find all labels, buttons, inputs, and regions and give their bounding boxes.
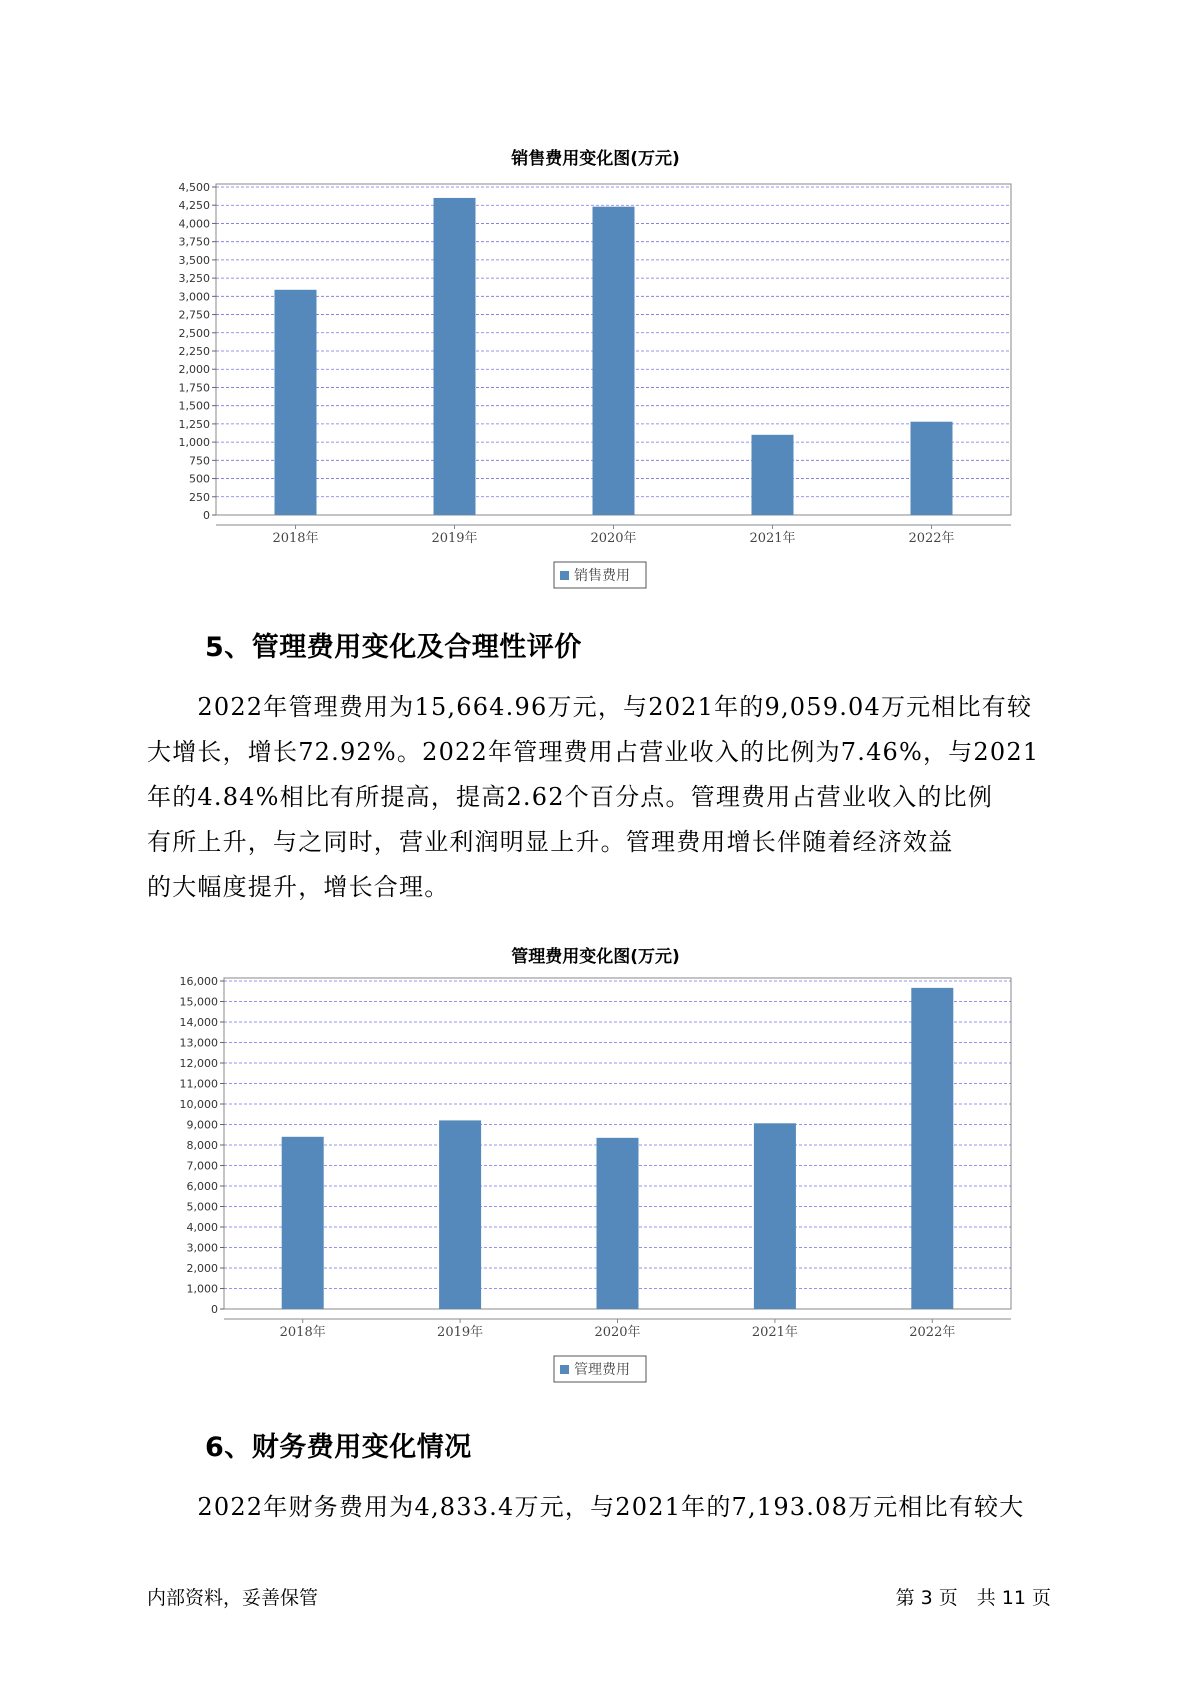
y-tick-label: 3,750 (178, 235, 210, 249)
chart-title-management: 管理费用变化图(万元) (511, 947, 680, 967)
y-tick-label: 3,250 (178, 272, 210, 286)
y-tick-label: 2,250 (178, 345, 210, 358)
y-tick-label: 250 (189, 490, 210, 504)
y-tick-label: 4,000 (178, 217, 210, 231)
section5-line: 年的4.84%相比有所提高，提高2.62个百分点。管理费用占营业收入的比例 (147, 783, 994, 811)
y-tick-label: 2,500 (178, 326, 210, 340)
section6-line: 2022年财务费用为4,833.4万元，与2021年的7,193.08万元相比有较大 (147, 1493, 1025, 1521)
sales-expense-chart (0, 170, 1191, 600)
y-tick-label: 12,000 (179, 1057, 218, 1070)
y-tick-label: 2,000 (186, 1262, 218, 1275)
x-tick-label: 2018年 (279, 1325, 326, 1340)
bar (752, 435, 794, 515)
y-tick-label: 13,000 (179, 1036, 218, 1050)
y-tick-label: 4,000 (186, 1221, 218, 1234)
y-tick-label: 1,000 (186, 1282, 218, 1296)
management-expense-chart (0, 968, 1191, 1398)
bar (282, 1137, 324, 1309)
y-tick-label: 2,750 (178, 308, 210, 322)
y-tick-label: 1,750 (178, 381, 210, 395)
y-tick-label: 750 (189, 454, 210, 468)
y-tick-label: 3,000 (178, 290, 210, 304)
y-tick-label: 9,000 (186, 1118, 218, 1132)
bar (754, 1123, 796, 1309)
legend-label: 管理费用 (574, 1362, 630, 1378)
y-tick-label: 2,000 (178, 363, 210, 377)
y-tick-label: 3,500 (178, 253, 210, 267)
y-tick-label: 10,000 (179, 1098, 218, 1111)
section5-line: 大增长，增长72.92%。2022年管理费用占营业收入的比例为7.46%，与2021 (147, 738, 1040, 766)
legend-swatch (560, 571, 569, 580)
bar (593, 207, 635, 515)
y-tick-label: 1,250 (178, 417, 210, 431)
bar (434, 198, 476, 515)
y-tick-label: 0 (203, 509, 210, 522)
x-tick-label: 2018年 (272, 531, 319, 546)
section5-line: 有所上升，与之同时，营业利润明显上升。管理费用增长伴随着经济效益 (147, 828, 954, 856)
section5-line: 2022年管理费用为15,664.96万元，与2021年的9,059.04万元相比有较 (147, 693, 1033, 721)
legend-label: 销售费用 (574, 568, 630, 584)
section5-line: 的大幅度提升，增长合理。 (147, 873, 450, 901)
y-tick-label: 14,000 (179, 1016, 218, 1029)
y-tick-label: 1,000 (178, 436, 210, 450)
y-tick-label: 7,000 (186, 1159, 218, 1173)
x-tick-label: 2021年 (751, 1325, 798, 1340)
bar (911, 422, 953, 515)
y-tick-label: 0 (211, 1303, 218, 1316)
y-tick-label: 4,500 (178, 181, 210, 194)
x-tick-label: 2021年 (749, 531, 796, 546)
bar (911, 988, 953, 1309)
y-tick-label: 15,000 (179, 995, 218, 1009)
y-tick-label: 8,000 (186, 1139, 218, 1152)
y-tick-label: 11,000 (179, 1077, 218, 1091)
y-tick-label: 4,250 (178, 199, 210, 213)
y-tick-label: 16,000 (179, 975, 218, 988)
x-tick-label: 2019年 (437, 1325, 484, 1340)
section5-paragraph (147, 685, 1052, 910)
section5-heading: 5、管理费用变化及合理性评价 (205, 632, 582, 663)
x-tick-label: 2020年 (594, 1325, 641, 1340)
footer-page-number: 第 3 页 共 11 页 (895, 1587, 1051, 1609)
y-tick-label: 1,500 (178, 399, 210, 413)
y-tick-label: 5,000 (186, 1200, 218, 1214)
bar (275, 290, 317, 515)
x-tick-label: 2022年 (909, 1325, 956, 1340)
footer-confidential: 内部资料，妥善保管 (147, 1587, 319, 1609)
x-tick-label: 2019年 (431, 531, 478, 546)
bar (439, 1120, 481, 1309)
bar (597, 1138, 639, 1309)
legend-swatch (560, 1365, 569, 1374)
y-tick-label: 3,000 (186, 1241, 218, 1255)
section6-paragraph (147, 1485, 1052, 1530)
y-tick-label: 500 (189, 472, 210, 486)
chart-title-sales: 销售费用变化图(万元) (511, 149, 680, 169)
y-tick-label: 6,000 (186, 1180, 218, 1193)
x-tick-label: 2022年 (908, 531, 955, 546)
section6-heading: 6、财务费用变化情况 (205, 1432, 472, 1463)
x-tick-label: 2020年 (590, 531, 637, 546)
